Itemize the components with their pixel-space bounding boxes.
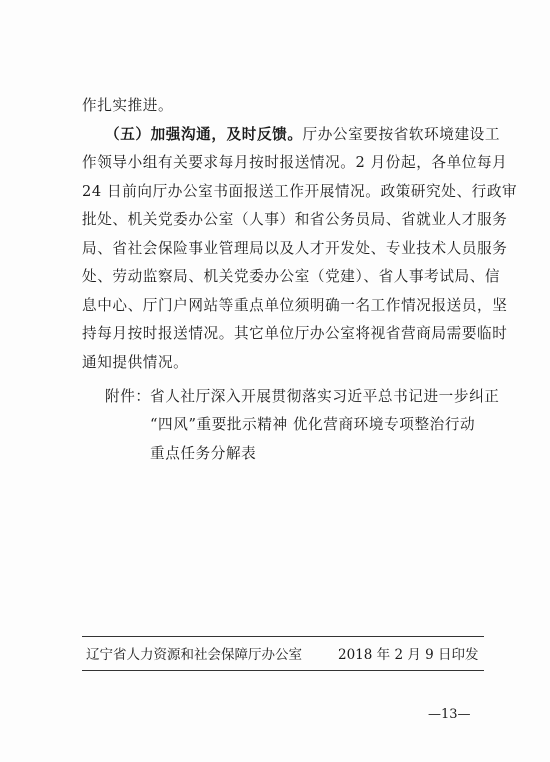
footer-date: 2018 年 2 月 9 日印发: [338, 647, 479, 663]
body-line-3: 作领导小组有关要求每月按时报送情况。2 月份起，各单位每月: [82, 154, 508, 171]
body-line-5: 批处、机关党委办公室（人事）和省公务员局、省就业人才服务: [82, 211, 508, 228]
attachment-line-1: 省人社厅深入开展贯彻落实习近平总书记进一步纠正: [150, 388, 500, 405]
body-line-7: 处、劳动监察局、机关党委办公室（党建）、省人事考试局、信: [82, 268, 501, 285]
section-lead-text-end: 工: [484, 126, 501, 143]
attachment-label: 附件：: [105, 388, 151, 405]
body-line-8: 息中心、厅门户网站等重点单位须明确一名工作情况报送员，坚: [82, 297, 508, 314]
footer-issuer: 辽宁省人力资源和社会保障厅办公室: [86, 647, 302, 663]
section-heading: （五）加强沟通，及时反馈。: [105, 126, 303, 143]
body-line-10: 通知提供情况。: [82, 354, 189, 371]
footer-top-rule: [82, 636, 484, 637]
footer-bottom-rule: [82, 670, 484, 671]
body-line-4: 24 日前向厅办公室书面报送工作开展情况。政策研究处、行政审: [82, 183, 518, 200]
body-line-6: 局、省社会保险事业管理局以及人才开发处、专业技术人员服务: [82, 240, 508, 257]
attachment-line-2: “四风”重要批示精神 优化营商环境专项整治行动: [150, 416, 476, 433]
section-paragraph-first-line: [105, 125, 500, 145]
page-number: —13—: [428, 707, 471, 722]
body-line-9: 持每月按时报送情况。其它单位厅办公室将视省营商局需要临时: [82, 325, 508, 342]
attachment-line-3: 重点任务分解表: [150, 445, 257, 462]
body-line-1: 作扎实推进。: [82, 97, 174, 114]
section-lead-text: 厅办公室要按省软环境建设: [302, 126, 485, 143]
